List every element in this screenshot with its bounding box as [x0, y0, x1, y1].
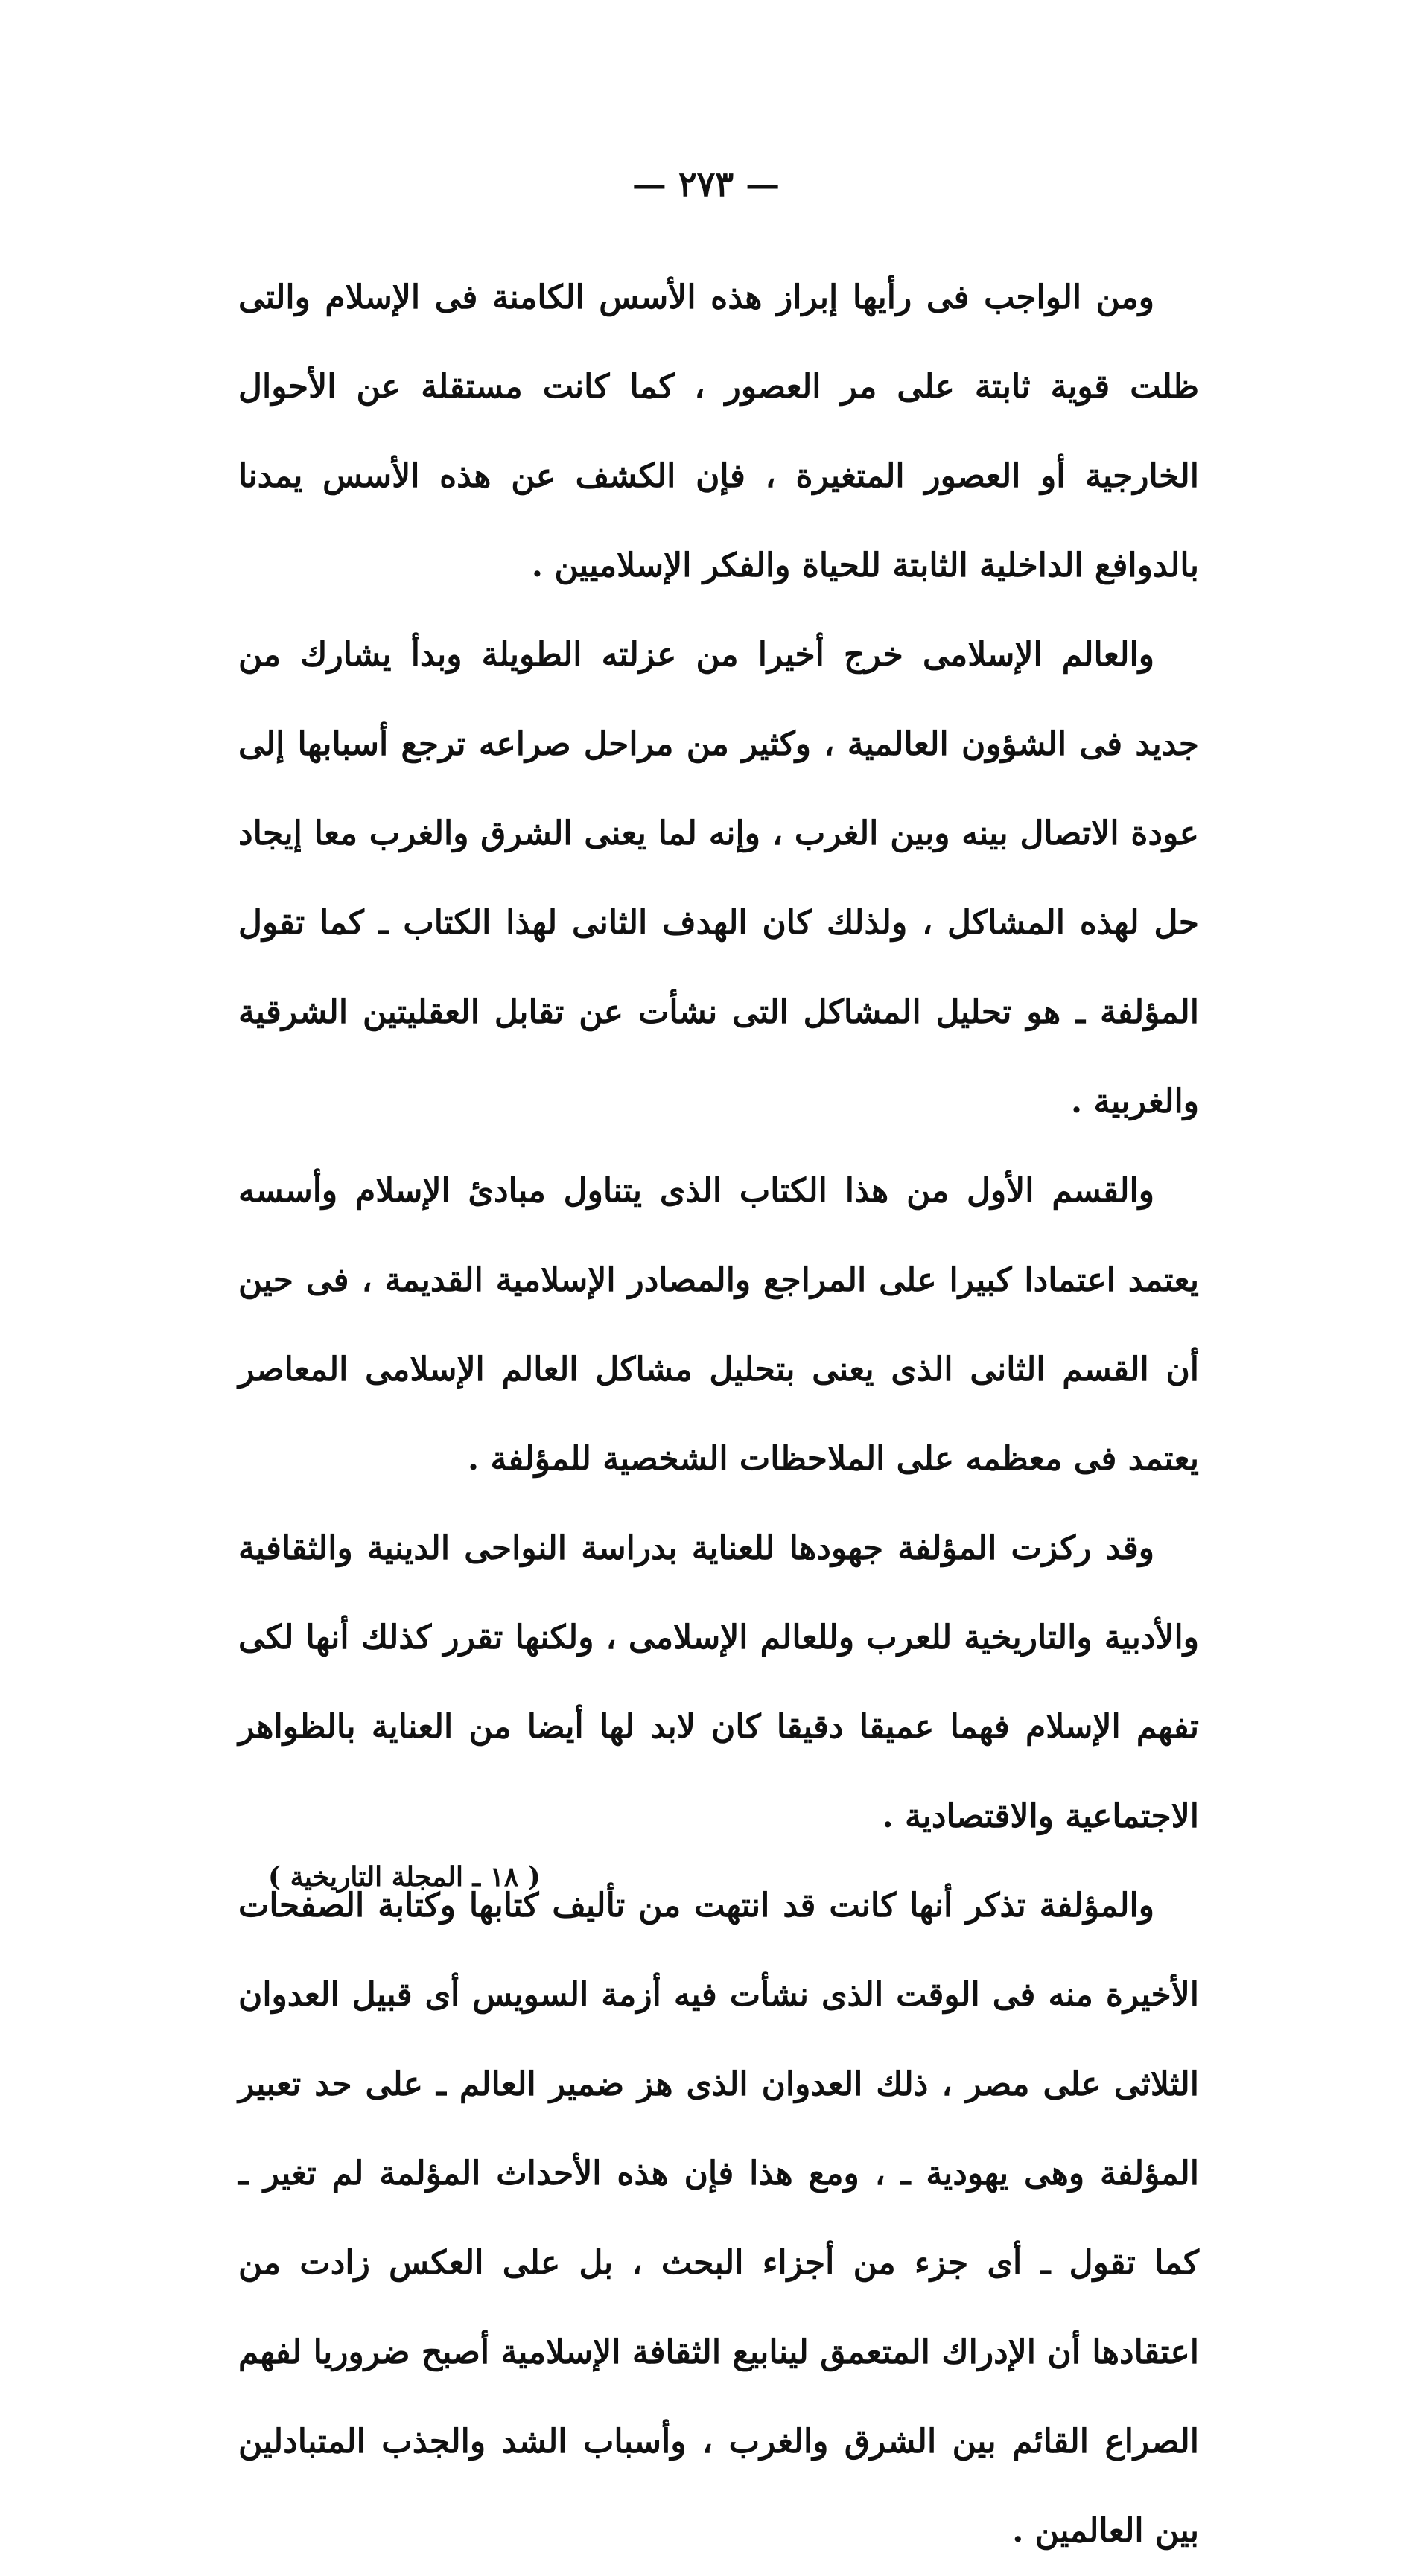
body-text — [238, 253, 1199, 2576]
paragraph-5: والمؤلفة تذكر أنها كانت قد انتهت من تأليف كتابها وكتابة الصفحات الأخيرة منه فى الوقت الذى نشأت فيه أزمة السويس أى قبيل العدوان الثلاثى على مصر ، ذلك العدوان الذى هز ضمير العالم ـ على حد تعبير المؤلفة وهى يهودية ـ ، ومع هذا فإن هذه الأحداث المؤلمة لم تغير ـ كما تقول ـ أى جزء من أجزاء البحث ، بل على العكس زادت من اعتقادها أن الإدراك المتعمق لينابيع الثقافة الإسلامية أصبح ضروريا لفهم الصراع القائم بين الشرق والغرب ، وأسباب الشد والجذب المتبادلين بين العالمين . — [238, 1887, 1199, 2550]
paragraph-1: ومن الواجب فى رأيها إبراز هذه الأسس الكامنة فى الإسلام والتى ظلت قوية ثابتة على مر العصور ، كما كانت مستقلة عن الأحوال الخارجية أو العصور المتغيرة ، فإن الكشف عن هذه الأسس يمدنا بالدوافع الداخلية الثابتة للحياة والفكر الإسلاميين . — [238, 278, 1199, 584]
paragraph-2: والعالم الإسلامى خرج أخيرا من عزلته الطويلة وبدأ يشارك من جديد فى الشؤون العالمية ، وكثير من مراحل صراعه ترجع أسبابها إلى عودة الاتصال بينه وبين الغرب ، وإنه لما يعنى الشرق والغرب معا إيجاد حل لهذه المشاكل ، ولذلك كان الهدف الثانى لهذا الكتاب ـ كما تقول المؤلفة ـ هو تحليل المشاكل التى نشأت عن تقابل العقليتين الشرقية والغربية . — [238, 636, 1199, 1120]
page-number: — ٢٧٣ — — [632, 164, 780, 204]
footer-signature: ( ١٨ ـ المجلة التاريخية ) — [268, 1861, 541, 1893]
paragraph-3: والقسم الأول من هذا الكتاب الذى يتناول مبادئ الإسلام وأسسه يعتمد اعتمادا كبيرا على المراجع والمصادر الإسلامية القديمة ، فى حين أن القسم الثانى الذى يعنى بتحليل مشاكل العالم الإسلامى المعاصر يعتمد فى معظمه على الملاحظات الشخصية للمؤلفة . — [238, 1172, 1199, 1478]
paragraph-4: وقد ركزت المؤلفة جهودها للعناية بدراسة النواحى الدينية والثقافية والأدبية والتاريخية للعرب وللعالم الإسلامى ، ولكنها تقرر كذلك أنها لكى تفهم الإسلام فهما عميقا دقيقا كان لابد لها أيضا من العناية بالظواهر الاجتماعية والاقتصادية . — [238, 1529, 1199, 1835]
